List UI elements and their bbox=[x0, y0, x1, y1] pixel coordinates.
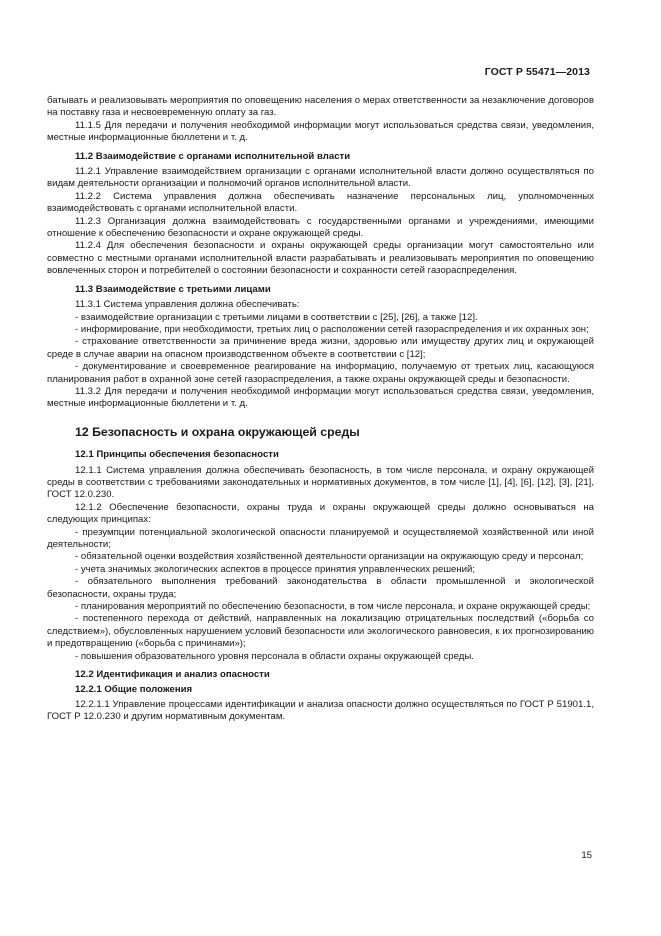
list-item: - обязательного выполнения требований законодательства в области промышленной и экологической безопасности, охраны труда; bbox=[47, 576, 594, 600]
heading-11-2: 11.2 Взаимодействие с органами исполнительной власти bbox=[75, 150, 351, 162]
list-item: - взаимодействие организации с третьими лицами в соответствии с [25], [26], а также [12]. bbox=[75, 311, 478, 323]
paragraph-11-1-5: 11.1.5 Для передачи и получения необходимой информации могут использоваться средства связи, уведомления, местные информационные бюллетени и т. д. bbox=[47, 119, 594, 144]
list-item: - учета значимых экологических аспектов в процессе принятия управленческих решений; bbox=[75, 563, 476, 575]
paragraph: батывать и реализовывать мероприятия по оповещению населения о мерах ответственности за незаключение договоров на поставку газа и несвоевременную оплату за газ. bbox=[47, 95, 594, 119]
paragraph-11-2-3: 11.2.3 Организация должна взаимодействовать с государственными органами и учреждениями, имеющими отношение к обеспечению безопасности и охране окружающей среды. bbox=[47, 215, 594, 240]
list-item: - страхование ответственности за причинение вреда жизни, здоровью или имуществу других лиц и окружающей среде в случае аварии на опасном производственном объекте в соответствии с [12]; bbox=[47, 336, 594, 360]
heading-11-3: 11.3 Взаимодействие с третьими лицами bbox=[75, 283, 271, 295]
page-number: 15 bbox=[581, 850, 592, 861]
list-item: - обязательной оценки воздействия хозяйственной деятельности организации на окружающую среду и персонал; bbox=[75, 551, 584, 563]
paragraph-12-1-2: 12.1.2 Обеспечение безопасности, охраны труда и охраны окружающей среды должно основываться на следующих принципах: bbox=[47, 501, 594, 526]
document-code: ГОСТ Р 55471—2013 bbox=[484, 66, 590, 78]
paragraph-11-2-4: 11.2.4 Для обеспечения безопасности и охраны окружающей среды организации могут самостоятельно или совместно с местными органами исполнительной власти разрабатывать и реализовывать мероприятия по оповещению вовлеченных сторон и потребителей о состоянии безопасности и сохранности сетей газораспределения. bbox=[47, 240, 594, 277]
paragraph-11-2-2: 11.2.2 Система управления должна обеспечивать назначение персональных лиц, уполномоченных взаимодействовать с органами исполнительной власти. bbox=[47, 190, 594, 215]
paragraph-12-1-1: 12.1.1 Система управления должна обеспечивать безопасность, в том числе персонала, и охрану окружающей среды в соответствии с требованиями законодательных и нормативных документов, в том числе [1], [4], [6], [12], [3], [21], ГОСТ 12.0.230. bbox=[47, 464, 594, 501]
heading-12-2: 12.2 Идентификация и анализ опасности bbox=[75, 669, 270, 681]
paragraph-12-2-1-1: 12.2.1.1 Управление процессами идентификации и анализа опасности должно осуществляться по ГОСТ Р 51901.1, ГОСТ Р 12.0.230 и другим нормативным документам. bbox=[47, 698, 594, 723]
paragraph-11-3-1: 11.3.1 Система управления должна обеспечивать: bbox=[75, 299, 300, 311]
paragraph-11-2-1: 11.2.1 Управление взаимодействием организации с органами исполнительной власти должно осуществляться по видам деятельности организации и полномочий органов исполнительной власти. bbox=[47, 166, 594, 190]
list-item: - постепенного перехода от действий, направленных на локализацию отрицательных последствий («борьба со следствием»), обусловленных нарушением условий безопасности или экологического равновесия, к их прогнозированию и предотвращению («борьба с причинами»); bbox=[47, 613, 594, 650]
paragraph-11-3-2: 11.3.2 Для передачи и получения необходимой информации могут использоваться средства связи, уведомления, местные информационные бюллетени и т. д. bbox=[47, 385, 594, 410]
section-heading-12: 12 Безопасность и охрана окружающей среды bbox=[75, 424, 360, 439]
heading-12-1: 12.1 Принципы обеспечения безопасности bbox=[75, 449, 279, 461]
heading-12-2-1: 12.2.1 Общие положения bbox=[75, 684, 193, 696]
list-item: - планирования мероприятий по обеспечению безопасности, в том числе персонала, и охране окружающей среды; bbox=[75, 601, 591, 613]
list-item: - презумпции потенциальной экологической опасности планируемой и осуществляемой хозяйственной или иной деятельности; bbox=[47, 526, 594, 550]
list-item: - документирование и своевременное реагирование на информацию, получаемую от третьих лиц, касающуюся планирования работ в охранной зоне сетей газораспределения, а также охраны окружающей среды и безопасности. bbox=[47, 361, 594, 385]
list-item: - информирование, при необходимости, третьих лиц о расположении сетей газораспределения и их охранных зон; bbox=[75, 323, 589, 335]
document-body bbox=[47, 95, 594, 724]
list-item: - повышения образовательного уровня персонала в области охраны окружающей среды. bbox=[75, 650, 474, 662]
